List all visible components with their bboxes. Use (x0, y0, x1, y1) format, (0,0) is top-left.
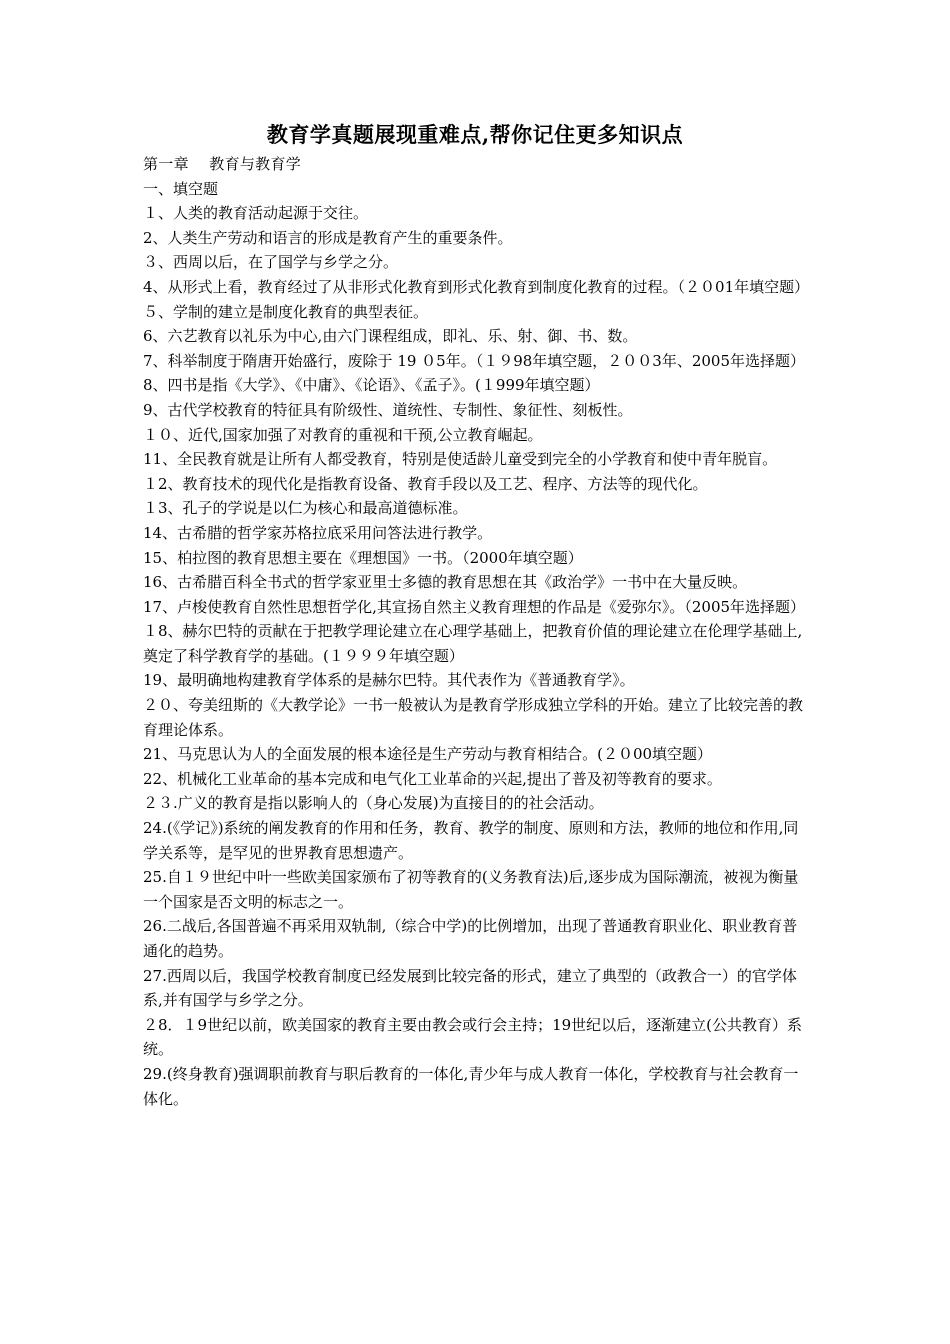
list-item: ２３.广义的教育是指以影响人的（身心发展)为直接目的的社会活动。 (143, 794, 604, 813)
list-item: ３、西周以后，在了国学与乡学之分。 (143, 253, 399, 272)
list-item: 19、最明确地构建教育学体系的是赫尔巴特。其代表作为《普通教育学》。 (143, 671, 635, 690)
list-item: 27.西周以后，我国学校教育制度已经发展到比较完备的形式，建立了典型的（政教合一）的官学体系,并有国学与乡学之分。 (143, 966, 797, 1010)
list-item: 4、从形式上看，教育经过了从非形式化教育到形式化教育到制度化教育的过程。（２０01年填空题） (143, 277, 810, 296)
list-item: 14、古希腊的哲学家苏格拉底采用问答法进行教学。 (143, 523, 493, 542)
list-item: 16、古希腊百科全书式的哲学家亚里士多德的教育思想在其《政治学》一书中在大量反映。 (143, 573, 748, 592)
list-item: １2、教育技术的现代化是指教育设备、教育手段以及工艺、程序、方法等的现代化。 (143, 474, 708, 493)
question-list (143, 201, 810, 1111)
list-item: 7、科举制度于隋唐开始盛行，废除于 19 ０5年。（１９98年填空题，２００3年、2005年选择题） (143, 351, 806, 370)
list-item: 15、柏拉图的教育思想主要在《理想国》一书。（2000年填空题） (143, 548, 583, 567)
list-item: ５、学制的建立是制度化教育的典型表征。 (143, 302, 429, 321)
list-item: 17、卢梭使教育自然性思想哲学化,其宣扬自然主义教育理想的作品是《爱弥尔》。（2005年选择题） (143, 597, 806, 616)
list-item: 25.自１９世纪中叶一些欧美国家颁布了初等教育的(义务教育法)后,逐步成为国际潮流，被视为衡量一个国家是否文明的标志之一。 (143, 868, 799, 911)
section-heading: 一、填空题 (143, 179, 219, 198)
list-item: ２8．１9世纪以前，欧美国家的教育主要由教会或行会主持；19世纪以后，逐渐建立(公共教育）系统。 (143, 1015, 803, 1059)
document-title: 教育学真题展现重难点,帮你记住更多知识点 (266, 122, 684, 147)
list-item: １3、孔子的学说是以仁为核心和最高道德标准。 (143, 499, 468, 518)
list-item: １8、赫尔巴特的贡献在于把教学理论建立在心理学基础上，把教育价值的理论建立在伦理学基础上,奠定了科学教育学的基础。(１９９９年填空题） (143, 622, 803, 665)
document-page (143, 120, 810, 1111)
list-item: 2、人类生产劳动和语言的形成是教育产生的重要条件。 (143, 228, 513, 247)
list-item: 26.二战后,各国普遍不再采用双轨制,（综合中学)的比例增加，出现了普通教育职业化、职业教育普通化的趋势。 (143, 917, 798, 960)
list-item: 9、古代学校教育的特征具有阶级性、道统性、专制性、象征性、刻板性。 (143, 400, 633, 419)
list-item: 6、六艺教育以礼乐为中心,由六门课程组成，即礼、乐、射、御、书、数。 (143, 327, 638, 346)
list-item: 22、机械化工业革命的基本完成和电气化工业革命的兴起,提出了普及初等教育的要求。 (143, 769, 722, 788)
list-item: 8、四书是指《大学》、《中庸》、《论语》、《孟子》。(１999年填空题） (143, 376, 600, 395)
list-item: １、人类的教育活动起源于交往。 (143, 204, 369, 223)
chapter-heading: 第一章 教育与教育学 (143, 155, 302, 173)
list-item: 11、全民教育就是让所有人都受教育，特别是使适龄儿童受到完全的小学教育和使中青年脱盲。 (143, 450, 778, 469)
list-item: 24.(《学记》)系统的阐发教育的作用和任务，教育、教学的制度、原则和方法，教师的地位和作用,同学关系等，是罕见的世界教育思想遗产。 (143, 819, 799, 862)
list-item: 21、马克思认为人的全面发展的根本途径是生产劳动与教育相结合。(２０00填空题） (143, 745, 713, 764)
list-item: 29.(终身教育)强调职前教育与职后教育的一体化,青少年与成人教育一体化，学校教育与社会教育一体化。 (143, 1064, 799, 1108)
list-item: ２０、夸美纽斯的《大教学论》一书一般被认为是教育学形成独立学科的开始。建立了比较完善的教育理论体系。 (143, 696, 804, 739)
list-item: １０、近代,国家加强了对教育的重视和干预,公立教育崛起。 (143, 425, 543, 444)
